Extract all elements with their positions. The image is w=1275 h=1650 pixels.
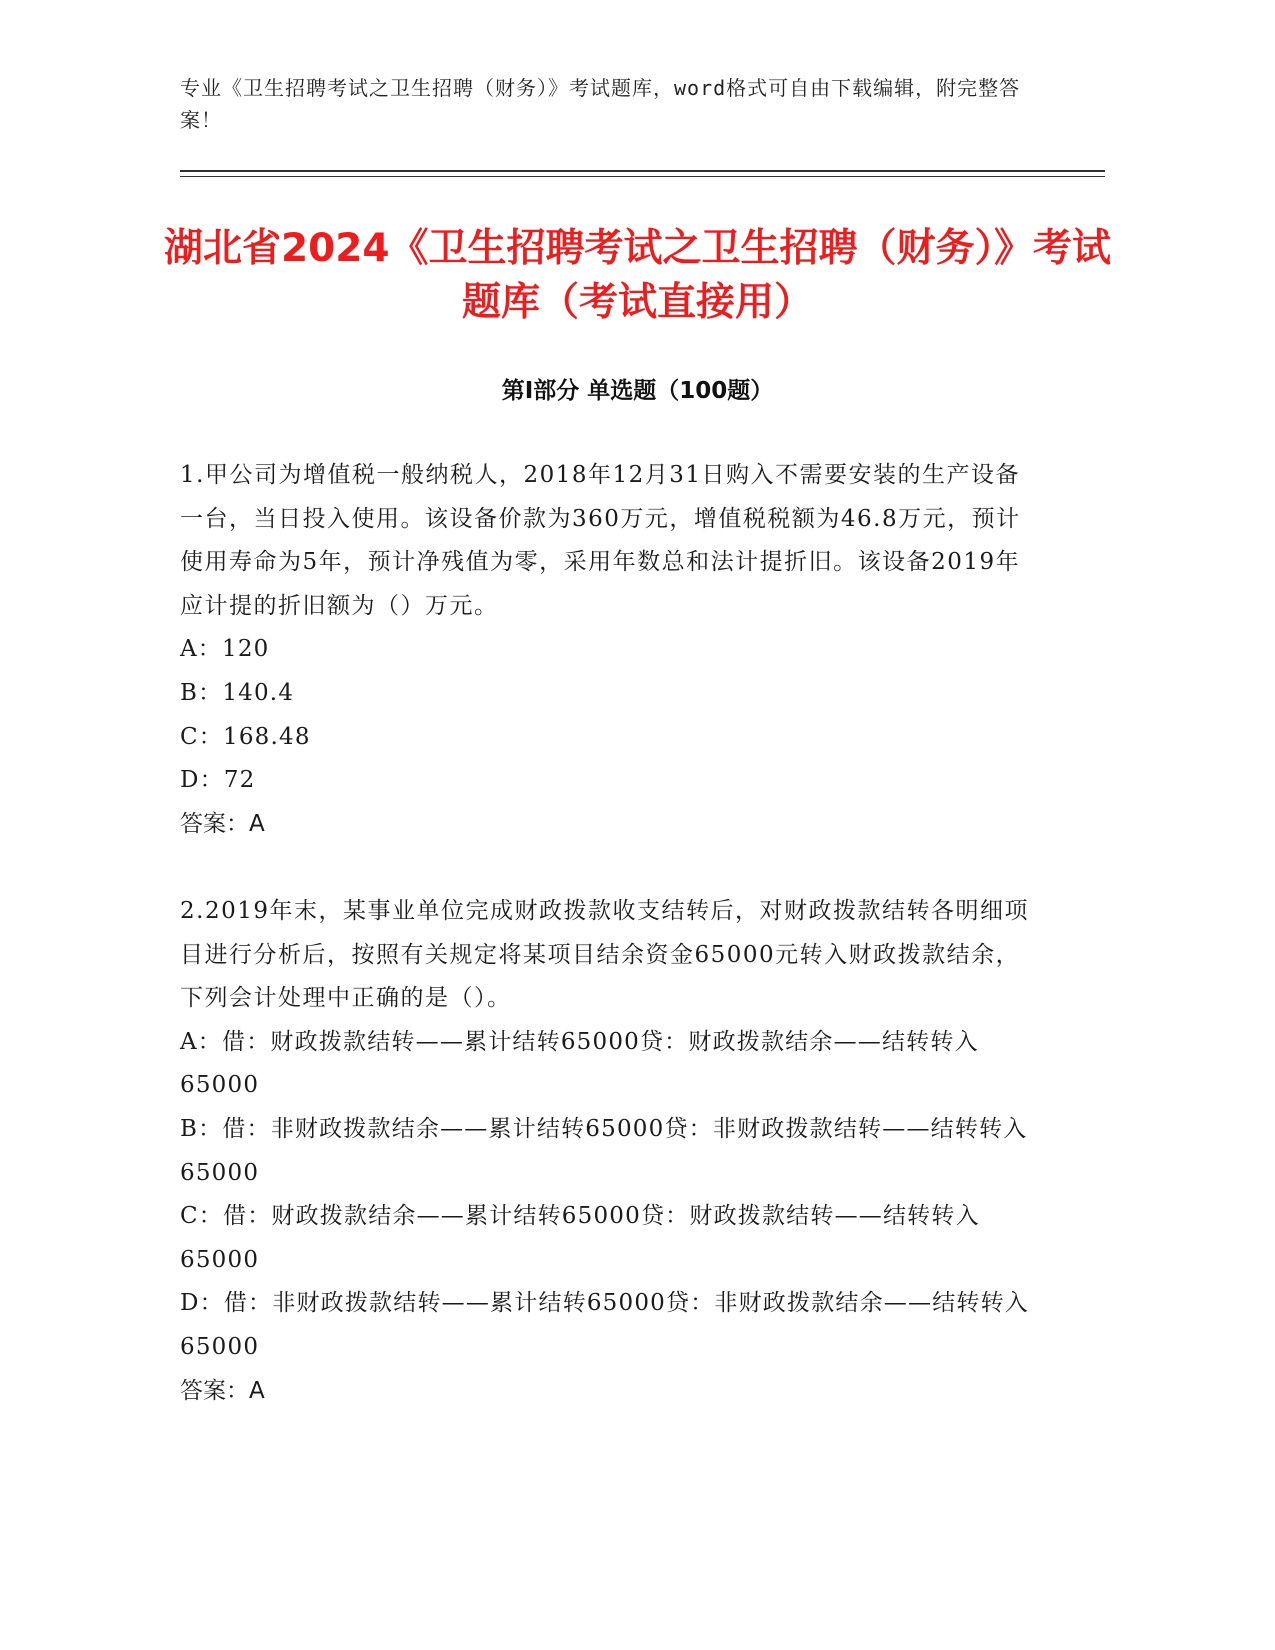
option-text: 借：非财政拨款结转——累计结转65000贷：非财政拨款结余——结转转入65000 xyxy=(180,1290,1030,1360)
answer-value: A xyxy=(249,810,265,837)
answer-line xyxy=(180,803,1030,847)
answer-value: A xyxy=(249,1377,265,1404)
option-b xyxy=(180,1108,1030,1195)
header-divider-thin xyxy=(180,176,1105,177)
header-divider-thick xyxy=(180,170,1105,172)
option-text: 168.48 xyxy=(223,723,311,750)
answer-label: 答案： xyxy=(180,810,249,837)
answer-line xyxy=(180,1370,1030,1414)
question-stem: 2.2019年末，某事业单位完成财政拨款收支结转后，对财政拨款结转各明细项目进行分析后，按照有关规定将某项目结余资金65000元转入财政拨款结余，下列会计处理中正确的是（）。 xyxy=(180,898,1029,1012)
option-text: 140.4 xyxy=(222,679,295,706)
question-1 xyxy=(180,454,1030,846)
option-key: A： xyxy=(180,636,223,663)
header-note: 专业《卫生招聘考试之卫生招聘（财务）》考试题库，word格式可自由下载编辑，附完整答案！ xyxy=(180,76,1021,132)
option-text: 72 xyxy=(223,767,256,794)
question-2 xyxy=(180,890,1030,1413)
document-title: 湖北省2024《卫生招聘考试之卫生招聘（财务）》考试题库（考试直接用） xyxy=(163,226,1112,325)
option-c xyxy=(180,716,1030,760)
option-text: 借：非财政拨款结余——累计结转65000贷：非财政拨款结转——结转转入65000 xyxy=(180,1115,1028,1186)
option-b xyxy=(180,672,1030,716)
option-key: A： xyxy=(180,1028,223,1055)
option-text: 借：财政拨款结余——累计结转65000贷：财政拨款结转——结转转入65000 xyxy=(180,1203,980,1273)
option-d xyxy=(180,1282,1030,1369)
option-key: D： xyxy=(180,1290,224,1317)
option-key: B： xyxy=(180,1115,223,1142)
option-text: 120 xyxy=(222,636,270,663)
option-key: C： xyxy=(180,1203,223,1230)
option-a xyxy=(180,1021,1030,1108)
option-c xyxy=(180,1195,1030,1282)
question-stem: 1.甲公司为增值税一般纳税人，2018年12月31日购入不需要安装的生产设备一台，当日投入使用。该设备价款为360万元，增值税税额为46.8万元，预计使用寿命为5年，预计净残值为零，采用年数总和法计提折旧。该设备2019年应计提的折旧额为（）万元。 xyxy=(180,462,1021,619)
option-d xyxy=(180,759,1030,803)
section-heading: 第I部分 单选题（100题） xyxy=(501,378,774,404)
option-text: 借：财政拨款结转——累计结转65000贷：财政拨款结余——结转转入65000 xyxy=(180,1028,979,1099)
option-key: B： xyxy=(180,679,223,706)
option-key: D： xyxy=(180,767,224,794)
option-key: C： xyxy=(180,723,223,750)
answer-label: 答案： xyxy=(180,1377,249,1404)
option-a xyxy=(180,628,1030,672)
